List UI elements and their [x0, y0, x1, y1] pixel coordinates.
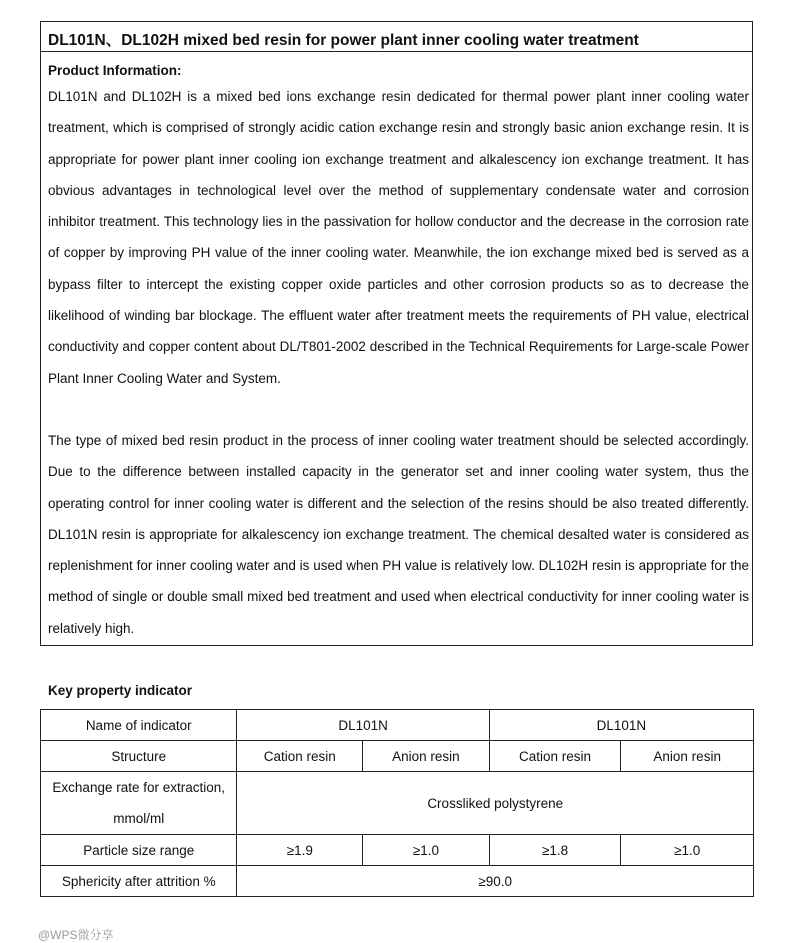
wps-watermark: @WPS微分享: [38, 928, 114, 942]
product-paragraph-1: DL101N and DL102H is a mixed bed ions exchange resin dedicated for thermal power plant inner cooling water treatment, which is comprised of strongly acidic cation exchange resin and strongly basic anion exchange resin. It is appropriate for power plant inner cooling ion exchange treatment and alkalescency ion exchange treatment. It has obvious advantages in technological level over the method of supplementary condensate water and corrosion inhibitor treatment. This technology lies in the passivation for hollow conductor and the decrease in the corrosion rate of copper by improving PH value of the inner cooling water. Meanwhile, the ion exchange mixed bed is served as a bypass filter to intercept the existing copper oxide particles and other corrosion products so as to decrease the likelihood of winding bar blockage. The effluent water after treatment meets the requirements of PH value, electrical conductivity and copper content about DL/T801-2002 described in the Technical Requirements for Large-scale Power Plant Inner Cooling Water and System.: [48, 89, 749, 386]
name-of-indicator-header: Name of indicator: [41, 710, 237, 741]
document-title: DL101N、DL102H mixed bed resin for power plant inner cooling water treatment: [41, 22, 752, 52]
model-b-header: DL101N: [489, 710, 753, 741]
sphericity-label: Sphericity after attrition %: [41, 866, 237, 897]
particle-size-label: Particle size range: [41, 835, 237, 866]
key-property-table: [40, 709, 754, 897]
product-info-body: [41, 61, 752, 644]
particle-a-anion: ≥1.0: [363, 835, 490, 866]
paragraph-spacer: [48, 394, 749, 425]
table-row: [41, 772, 754, 835]
table-row: [41, 866, 754, 897]
model-a-header: DL101N: [237, 710, 489, 741]
exchange-rate-value: Crossliked polystyrene: [237, 772, 754, 835]
table-row: [41, 835, 754, 866]
exchange-rate-label-line1: Exchange rate for extraction,: [52, 780, 226, 795]
a-cation-cell: Cation resin: [237, 741, 363, 772]
table-row: [41, 710, 754, 741]
exchange-rate-label-line2: mmol/ml: [113, 811, 165, 826]
table-row: [41, 741, 754, 772]
product-info-label: Product Information:: [48, 63, 182, 78]
exchange-rate-label: [41, 772, 237, 835]
product-info-box: [40, 21, 753, 646]
structure-label: Structure: [41, 741, 237, 772]
particle-b-anion: ≥1.0: [621, 835, 754, 866]
particle-a-cation: ≥1.9: [237, 835, 363, 866]
key-property-title: Key property indicator: [48, 683, 193, 698]
sphericity-value: ≥90.0: [237, 866, 754, 897]
b-cation-cell: Cation resin: [489, 741, 621, 772]
b-anion-cell: Anion resin: [621, 741, 754, 772]
a-anion-cell: Anion resin: [363, 741, 490, 772]
product-paragraph-2: The type of mixed bed resin product in the process of inner cooling water treatment should be selected accordingly. Due to the difference between installed capacity in the generator set and inner cooling water system, thus the operating control for inner cooling water is different and the selection of the resins should be also treated differently. DL101N resin is appropriate for alkalescency ion exchange treatment. The chemical desalted water is considered as replenishment for inner cooling water and is used when PH value is relatively low. DL102H resin is appropriate for the method of single or double small mixed bed treatment and used when electrical conductivity for inner cooling water is relatively high.: [48, 432, 749, 636]
particle-b-cation: ≥1.8: [489, 835, 621, 866]
